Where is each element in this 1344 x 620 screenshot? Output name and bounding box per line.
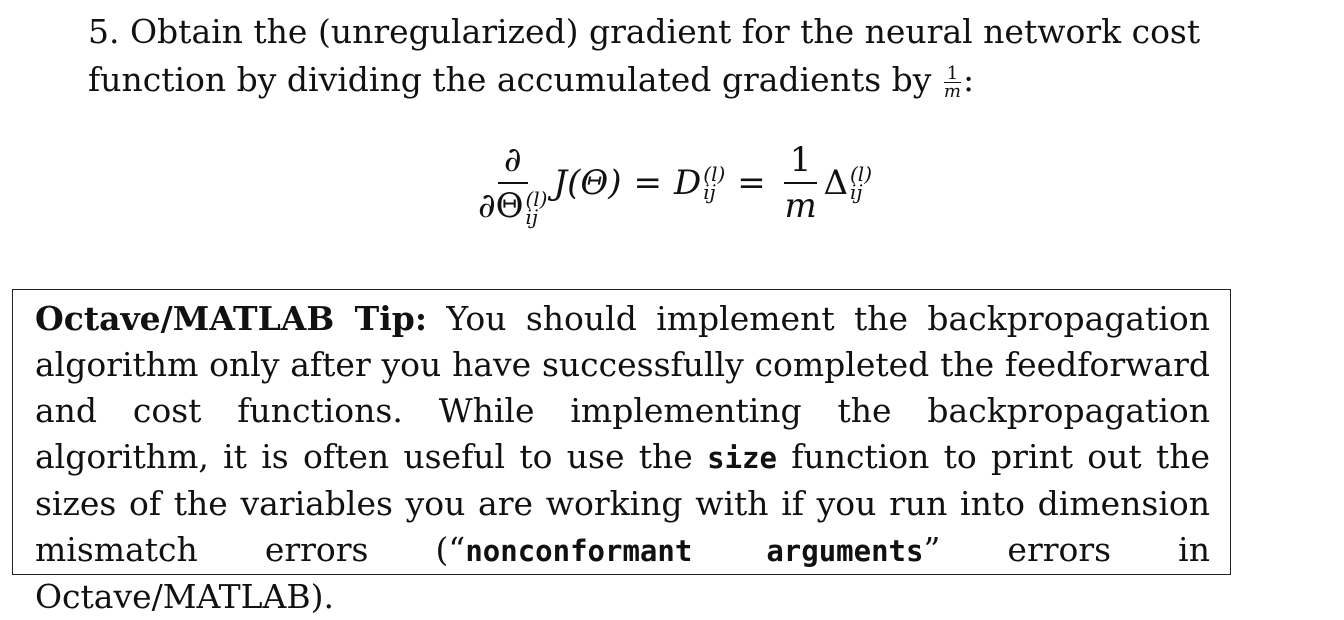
partial-theta: ∂Θ [477,186,524,226]
tip-body-part2: function to print out the sizes of the variables you are working with if you run into dimension mismatch errors (“ [35,437,1210,569]
fraction-one: 1 [784,140,818,184]
inline-fraction-numerator: 1 [944,65,961,83]
tip-box [12,289,1231,616]
equals-sign-2: = [737,163,766,203]
inline-fraction [943,62,961,102]
cost-term: J(Θ) [553,163,622,203]
theta-indices [525,187,548,229]
delta-symbol: Δ [823,163,848,203]
delta-subscript: ij [850,180,863,204]
partial-derivative-fraction [477,140,548,229]
inline-fraction-denominator: m [943,80,961,102]
gradient-indices [703,162,726,204]
partial-denominator [477,184,548,229]
one-over-m-fraction [784,140,818,226]
code-nonconformant: nonconformant arguments [465,534,924,568]
tip-text [35,296,1210,620]
equals-sign-1: = [633,163,663,203]
theta-subscript: ij [525,205,539,229]
step-paragraph [88,8,1248,104]
tip-body-part1: You should implement the backpropagation algorithm only after you have successfully completed the feedforward and cost functions. While implementing the backpropagation algorithm, it is often useful to use the [35,299,1210,476]
tip-heading: Octave/MATLAB Tip: [35,299,428,338]
gradient-subscript: ij [703,180,716,204]
gradient-layer: (l) [703,162,726,186]
step-colon: : [962,60,975,99]
theta-layer: (l) [525,187,548,211]
code-size: size [707,441,777,475]
delta-indices [850,162,873,204]
gradient-symbol: D [674,163,702,203]
fraction-m: m [784,186,817,226]
step-number: 5. [88,12,120,51]
step-text: Obtain the (unregularized) gradient for the neural network cost function by dividing the accumulated gradients by [88,12,1201,99]
gradient-equation [0,128,1344,238]
partial-numerator: ∂ [498,140,528,184]
delta-layer: (l) [850,162,873,186]
tip-body-part3: ” errors in Octave/MATLAB). [35,530,1210,616]
